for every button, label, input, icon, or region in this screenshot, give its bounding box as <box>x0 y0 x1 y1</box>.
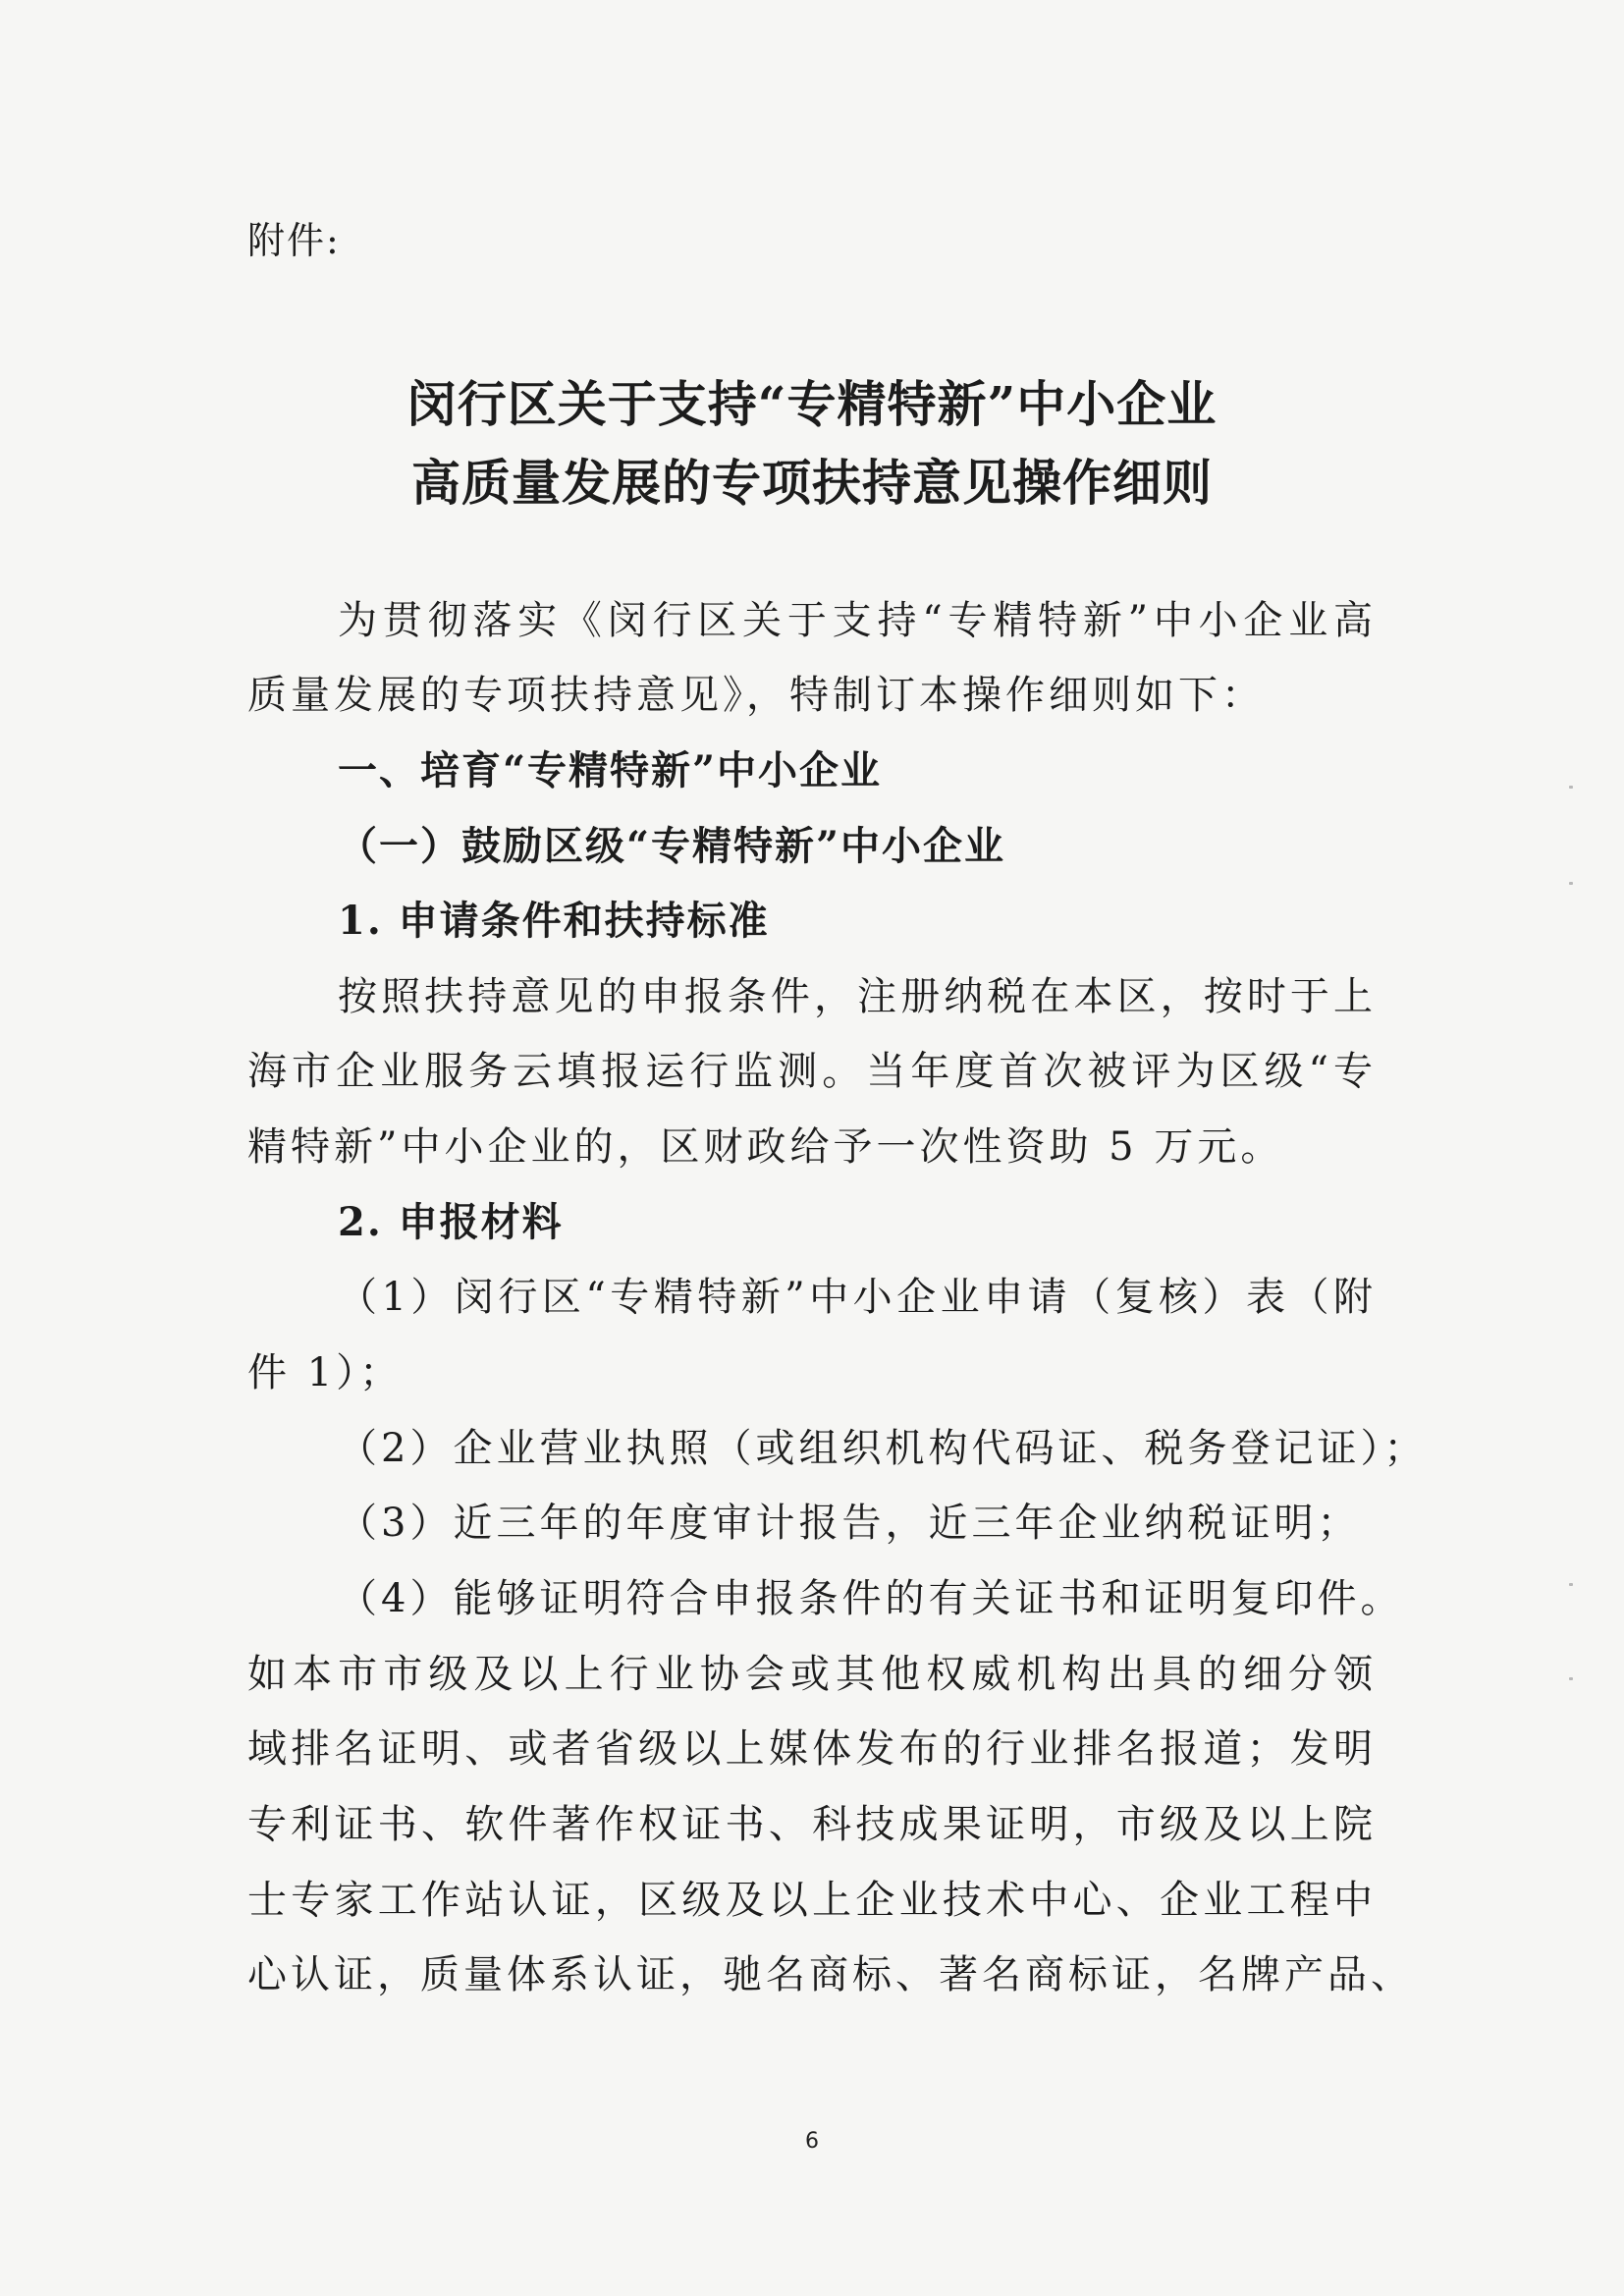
material-3: （3）近三年的年度审计报告，近三年企业纳税证明； <box>338 1501 1361 1546</box>
page-number: 6 <box>805 2129 819 2154</box>
intro-paragraph-line-2: 质量发展的专项扶持意见》，特制订本操作细则如下： <box>247 673 1265 718</box>
scan-speck <box>1569 1583 1573 1586</box>
material-4-line-4: 专利证书、软件著作权证书、科技成果证明，市级及以上院 <box>247 1802 1377 1847</box>
material-4-line-5: 士专家工作站认证，区级及以上企业技术中心、企业工程中 <box>247 1878 1377 1923</box>
material-4-line-2: 如本市市级及以上行业协会或其他权威机构出具的细分领 <box>247 1652 1377 1697</box>
item-1-paragraph-line-2: 海市企业服务云填报运行监测。当年度首次被评为区级“专 <box>247 1049 1377 1094</box>
intro-paragraph-line-1: 为贯彻落实《闵行区关于支持“专精特新”中小企业高 <box>338 598 1377 643</box>
item-heading-2: 2. 申报材料 <box>338 1199 564 1245</box>
subsection-heading-1: （一）鼓励区级“专精特新”中小企业 <box>338 823 1006 869</box>
scan-speck <box>1569 786 1573 789</box>
document-title-line-1: 闵行区关于支持“专精特新”中小企业 <box>406 375 1218 433</box>
material-1-line-1: （1）闵行区“专精特新”中小企业申请（复核）表（附 <box>338 1275 1377 1320</box>
material-4-line-6: 心认证，质量体系认证，驰名商标、著名商标证，名牌产品、 <box>247 1952 1414 1997</box>
scan-speck <box>1569 882 1573 885</box>
scan-speck <box>1569 1677 1573 1680</box>
item-1-paragraph-line-3: 精特新”中小企业的，区财政给予一次性资助 5 万元。 <box>247 1124 1284 1170</box>
material-1-line-2: 件 1）； <box>247 1350 404 1395</box>
attachment-label: 附件: <box>247 219 341 262</box>
material-4-line-1: （4）能够证明符合申报条件的有关证书和证明复印件。 <box>338 1576 1404 1621</box>
section-heading-1: 一、培育“专精特新”中小企业 <box>338 747 883 793</box>
item-heading-1: 1. 申请条件和扶持标准 <box>338 898 770 944</box>
material-2: （2）企业营业执照（或组织机构代码证、税务登记证）； <box>338 1426 1428 1471</box>
material-4-line-3: 域排名证明、或者省级以上媒体发布的行业排名报道；发明 <box>247 1726 1377 1772</box>
document-title-line-2: 高质量发展的专项扶持意见操作细则 <box>411 454 1213 512</box>
item-1-paragraph-line-1: 按照扶持意见的申报条件，注册纳税在本区，按时于上 <box>338 974 1377 1019</box>
